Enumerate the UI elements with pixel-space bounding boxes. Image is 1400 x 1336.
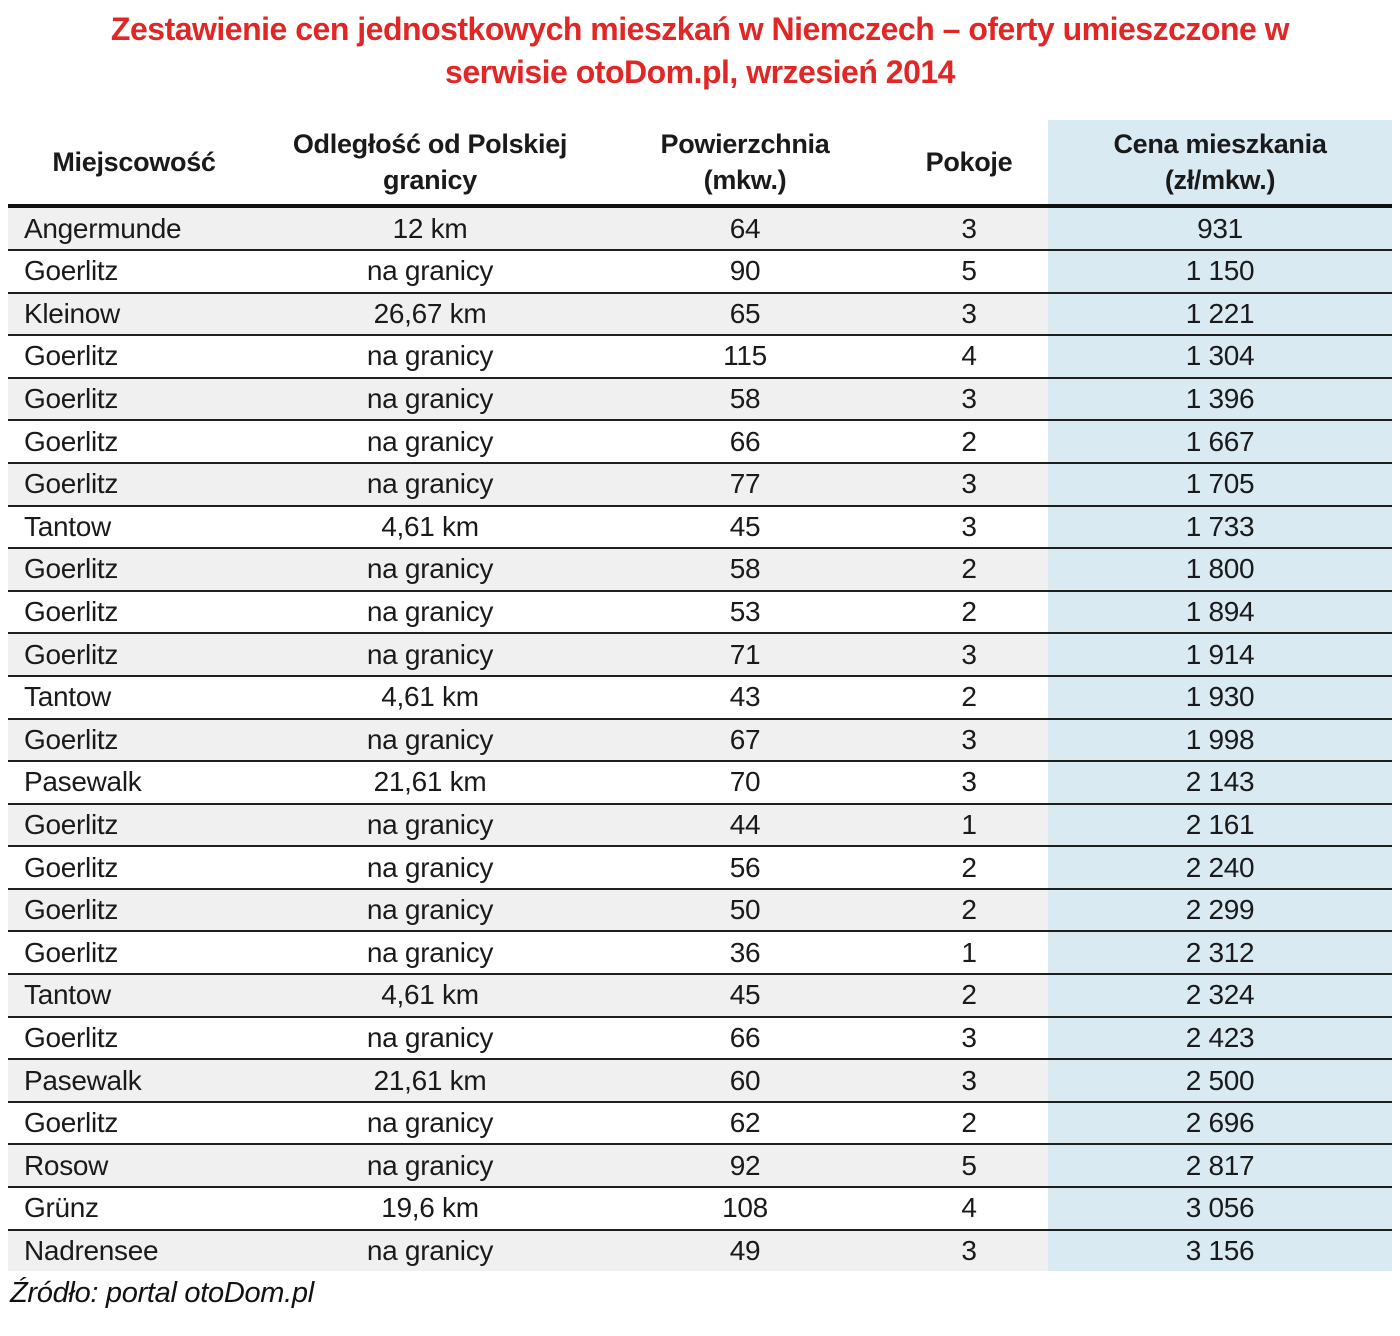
cell-rooms: 2 [890,974,1048,1017]
col-header-line: Miejscowość [52,147,216,178]
cell-city: Goerlitz [8,1102,260,1145]
page-title: Zestawienie cen jednostkowych mieszkań w Niemczech – oferty umieszczone w serwisie otoDom.pl, wrzesień 2014 [110,11,1290,91]
cell-price: 1 733 [1048,506,1392,549]
table-row [8,206,1392,250]
cell-area: 50 [600,889,890,932]
table-row [8,1059,1392,1102]
cell-city: Pasewalk [8,761,260,804]
cell-rooms: 2 [890,846,1048,889]
cell-city: Goerlitz [8,931,260,974]
cell-rooms: 1 [890,804,1048,847]
cell-price: 1 304 [1048,335,1392,378]
cell-price: 2 423 [1048,1017,1392,1060]
cell-price: 2 817 [1048,1144,1392,1187]
table-row [8,548,1392,591]
cell-area: 58 [600,378,890,421]
table-row [8,1102,1392,1145]
cell-area: 58 [600,548,890,591]
col-header-line: granicy [383,165,477,196]
cell-area: 53 [600,591,890,634]
table-row [8,420,1392,463]
cell-rooms: 4 [890,1187,1048,1230]
cell-area: 49 [600,1230,890,1272]
table-row [8,676,1392,719]
cell-price: 931 [1048,206,1392,250]
cell-rooms: 5 [890,250,1048,293]
cell-rooms: 2 [890,548,1048,591]
cell-price: 2 500 [1048,1059,1392,1102]
cell-city: Goerlitz [8,591,260,634]
cell-price: 2 161 [1048,804,1392,847]
table-row [8,931,1392,974]
cell-rooms: 1 [890,931,1048,974]
cell-price: 3 056 [1048,1187,1392,1230]
table-row [8,846,1392,889]
cell-city: Tantow [8,506,260,549]
cell-area: 71 [600,633,890,676]
cell-city: Kleinow [8,293,260,336]
cell-city: Goerlitz [8,420,260,463]
cell-price: 1 930 [1048,676,1392,719]
table-row [8,804,1392,847]
col-header-line: (zł/mkw.) [1164,165,1276,196]
cell-area: 64 [600,206,890,250]
cell-distance: na granicy [260,804,600,847]
table-row [8,974,1392,1017]
cell-price: 1 667 [1048,420,1392,463]
cell-rooms: 2 [890,889,1048,932]
cell-area: 45 [600,506,890,549]
cell-area: 70 [600,761,890,804]
cell-distance: 21,61 km [260,1059,600,1102]
cell-distance: na granicy [260,846,600,889]
cell-distance: na granicy [260,463,600,506]
cell-city: Goerlitz [8,463,260,506]
cell-price: 1 894 [1048,591,1392,634]
cell-rooms: 4 [890,335,1048,378]
cell-distance: na granicy [260,1102,600,1145]
cell-distance: 4,61 km [260,506,600,549]
cell-distance: na granicy [260,250,600,293]
col-header-city [8,120,260,206]
cell-area: 108 [600,1187,890,1230]
cell-price: 2 240 [1048,846,1392,889]
table-row [8,1144,1392,1187]
cell-area: 65 [600,293,890,336]
cell-price: 3 156 [1048,1230,1392,1272]
cell-area: 92 [600,1144,890,1187]
cell-city: Goerlitz [8,548,260,591]
cell-city: Goerlitz [8,378,260,421]
cell-rooms: 2 [890,591,1048,634]
cell-price: 1 800 [1048,548,1392,591]
cell-area: 66 [600,1017,890,1060]
cell-city: Goerlitz [8,1017,260,1060]
cell-distance: na granicy [260,1230,600,1272]
cell-city: Goerlitz [8,335,260,378]
col-header-line: Cena mieszkania [1113,128,1327,159]
cell-area: 56 [600,846,890,889]
cell-area: 77 [600,463,890,506]
col-header-line: Pokoje [925,147,1013,178]
cell-price: 1 396 [1048,378,1392,421]
cell-rooms: 3 [890,463,1048,506]
cell-area: 90 [600,250,890,293]
cell-price: 1 221 [1048,293,1392,336]
cell-area: 66 [600,420,890,463]
cell-rooms: 2 [890,1102,1048,1145]
cell-distance: na granicy [260,378,600,421]
cell-price: 2 696 [1048,1102,1392,1145]
cell-city: Goerlitz [8,804,260,847]
source-note: Źródło: portal otoDom.pl [10,1277,314,1310]
cell-distance: 19,6 km [260,1187,600,1230]
cell-rooms: 3 [890,293,1048,336]
cell-distance: 4,61 km [260,676,600,719]
cell-rooms: 3 [890,206,1048,250]
table-row [8,1230,1392,1272]
cell-city: Nadrensee [8,1230,260,1272]
cell-distance: na granicy [260,335,600,378]
table-row [8,633,1392,676]
cell-rooms: 3 [890,719,1048,762]
table-row [8,293,1392,336]
cell-distance: na granicy [260,1017,600,1060]
table-row [8,463,1392,506]
table-row [8,1187,1392,1230]
cell-area: 115 [600,335,890,378]
table-row [8,1017,1392,1060]
col-header-line: (mkw.) [703,165,787,196]
table-row [8,889,1392,932]
cell-rooms: 2 [890,420,1048,463]
cell-city: Goerlitz [8,633,260,676]
cell-rooms: 3 [890,1017,1048,1060]
cell-rooms: 3 [890,378,1048,421]
table-row [8,378,1392,421]
cell-distance: na granicy [260,1144,600,1187]
data-table [8,120,1392,1271]
cell-area: 36 [600,931,890,974]
table-row [8,591,1392,634]
cell-distance: na granicy [260,420,600,463]
cell-area: 67 [600,719,890,762]
cell-area: 62 [600,1102,890,1145]
cell-price: 1 914 [1048,633,1392,676]
cell-city: Goerlitz [8,846,260,889]
cell-city: Goerlitz [8,250,260,293]
cell-price: 1 998 [1048,719,1392,762]
cell-city: Pasewalk [8,1059,260,1102]
cell-area: 45 [600,974,890,1017]
table-row [8,719,1392,762]
cell-city: Angermunde [8,206,260,250]
cell-city: Tantow [8,974,260,1017]
cell-city: Grünz [8,1187,260,1230]
cell-area: 44 [600,804,890,847]
cell-city: Goerlitz [8,889,260,932]
cell-distance: na granicy [260,931,600,974]
cell-price: 2 299 [1048,889,1392,932]
table-row [8,761,1392,804]
cell-city: Goerlitz [8,719,260,762]
col-header-line: Powierzchnia [660,128,830,159]
header-row [8,120,1392,206]
cell-rooms: 3 [890,506,1048,549]
col-header-distance [260,120,600,206]
cell-rooms: 3 [890,761,1048,804]
cell-price: 2 312 [1048,931,1392,974]
cell-price: 2 324 [1048,974,1392,1017]
cell-rooms: 2 [890,676,1048,719]
cell-distance: 12 km [260,206,600,250]
cell-distance: na granicy [260,633,600,676]
col-header-area [600,120,890,206]
cell-price: 1 705 [1048,463,1392,506]
col-header-price [1048,120,1392,206]
cell-area: 60 [600,1059,890,1102]
col-header-rooms [890,120,1048,206]
cell-rooms: 3 [890,1059,1048,1102]
cell-distance: 26,67 km [260,293,600,336]
cell-distance: na granicy [260,548,600,591]
table-row [8,250,1392,293]
table-row [8,506,1392,549]
col-header-line: Odległość od Polskiej [292,128,568,159]
cell-distance: 21,61 km [260,761,600,804]
cell-distance: na granicy [260,591,600,634]
cell-distance: 4,61 km [260,974,600,1017]
table-row [8,335,1392,378]
cell-price: 1 150 [1048,250,1392,293]
cell-city: Tantow [8,676,260,719]
cell-distance: na granicy [260,719,600,762]
cell-rooms: 3 [890,1230,1048,1272]
cell-rooms: 5 [890,1144,1048,1187]
cell-price: 2 143 [1048,761,1392,804]
cell-rooms: 3 [890,633,1048,676]
cell-distance: na granicy [260,889,600,932]
cell-area: 43 [600,676,890,719]
cell-city: Rosow [8,1144,260,1187]
